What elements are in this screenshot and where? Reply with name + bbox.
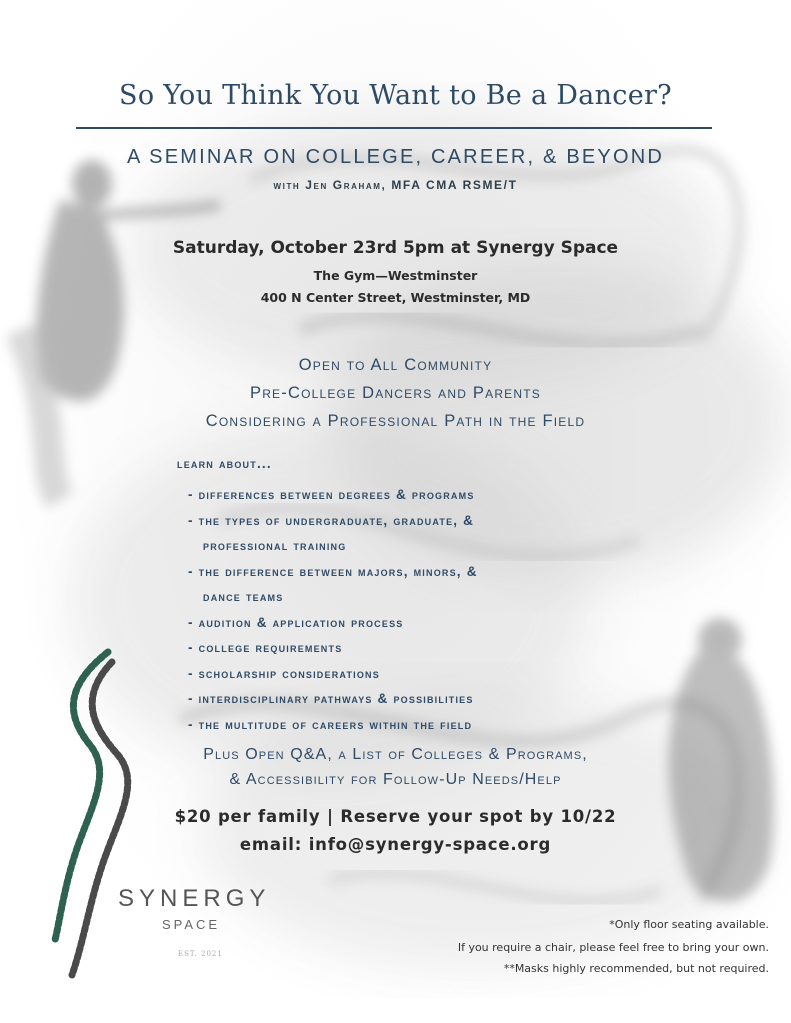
email-line: email: info@synergy-space.org — [239, 835, 552, 854]
seating-note: *Only floor seating available. — [609, 918, 769, 931]
list-item: - differences between degrees & programs — [188, 487, 475, 502]
list-item: - the types of undergraduate, graduate, & — [188, 512, 475, 528]
list-item: dance teams — [203, 589, 284, 604]
page-title: So You Think You Want to Be a Dancer? — [119, 80, 672, 111]
list-item: - college requirements — [188, 640, 343, 655]
logo-subword: SPACE — [162, 917, 221, 932]
presenter-line: with Jen Graham, MFA CMA RSME/T — [273, 178, 518, 192]
price-line: $20 per family | Reserve your spot by 10/22 — [174, 807, 617, 826]
seminar-subtitle: A SEMINAR ON COLLEGE, CAREER, & BEYOND — [126, 146, 665, 168]
list-item: - the difference between majors, minors, & — [188, 563, 478, 579]
list-item: professional training — [203, 538, 347, 553]
extras-line: Plus Open Q&A, a List of Colleges & Programs, — [203, 746, 588, 763]
logo-wordmark: SYNERGY — [118, 885, 271, 912]
topics-list — [188, 482, 638, 737]
audience-line: Pre-College Dancers and Parents — [249, 384, 541, 402]
list-item: - scholarship considerations — [188, 665, 380, 681]
mask-note: **Masks highly recommended, but not required. — [503, 962, 769, 975]
extras-line: & Accessibility for Follow-Up Needs/Help — [229, 771, 562, 788]
logo-established: EST. 2021 — [178, 950, 223, 958]
event-venue: The Gym—Westminster — [313, 268, 478, 283]
list-item: - interdisciplinary pathways & possibilities — [188, 691, 474, 706]
event-date-line: Saturday, October 23rd 5pm at Synergy Space — [172, 238, 619, 258]
event-address: 400 N Center Street, Westminster, MD — [260, 290, 531, 305]
list-item: - the multitude of careers within the field — [188, 716, 473, 732]
audience-line: Open to All Community — [298, 356, 493, 374]
audience-line: Considering a Professional Path in the Field — [205, 412, 586, 430]
list-item: - audition & application process — [188, 614, 404, 630]
learn-about-heading: learn about... — [177, 456, 272, 471]
chair-note: If you require a chair, please feel free to bring your own. — [457, 941, 769, 954]
title-underline — [76, 127, 712, 129]
